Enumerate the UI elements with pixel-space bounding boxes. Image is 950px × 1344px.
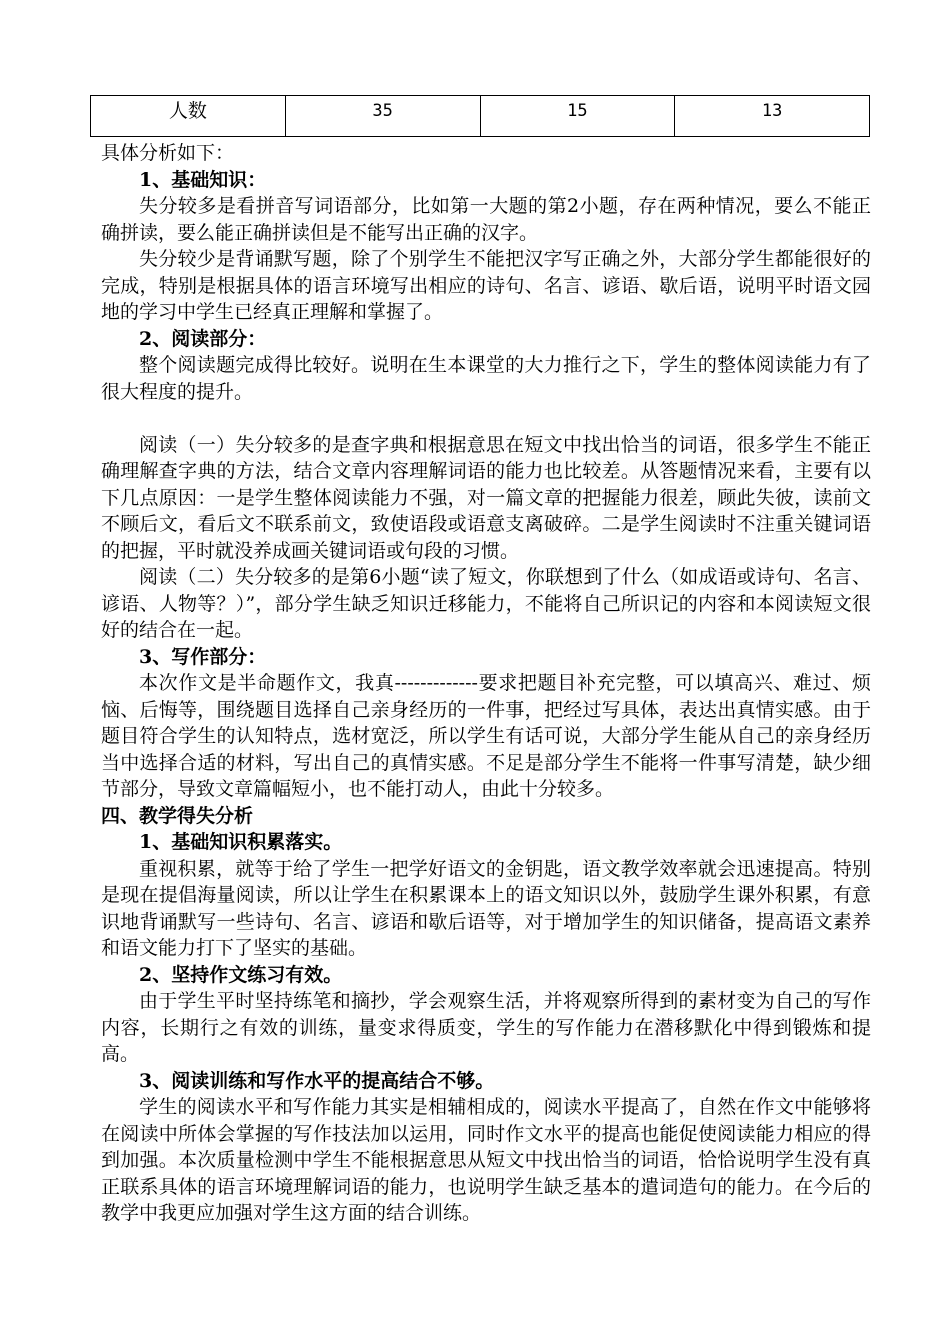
- paragraph: 由于学生平时坚持练笔和摘抄，学会观察生活，并将观察所得到的素材变为自己的写作内容，长期行之有效的训练，量变求得质变，学生的写作能力在潜移默化中得到锻炼和提高。: [101, 990, 871, 1065]
- paragraph: 整个阅读题完成得比较好。说明在生本课堂的大力推行之下，学生的整体阅读能力有了很大程度的提升。: [101, 354, 871, 403]
- paragraph: 重视积累，就等于给了学生一把学好语文的金钥匙，语文教学效率就会迅速提高。特别是现在提倡海量阅读，所以让学生在积累课本上的语文知识以外，鼓励学生课外积累，有意识地背诵默写一些诗句、名言、谚语和歇后语等，对于增加学生的知识储备，提高语文素养和语文能力打下了坚实的基础。: [101, 857, 871, 959]
- table-cell-label: 人数: [91, 96, 286, 137]
- part-heading: 四、教学得失分析: [101, 804, 254, 827]
- table-cell: 15: [480, 96, 675, 137]
- section-heading: 2、阅读部分：: [139, 327, 267, 350]
- paragraph: 阅读（二）失分较多的是第6小题“读了短文，你联想到了什么（如成语或诗句、名言、谚语、人物等？）”，部分学生缺乏知识迁移能力，不能将自己所识记的内容和本阅读短文很好的结合在一起。: [101, 566, 871, 641]
- paragraph: 失分较少是背诵默写题，除了个别学生不能把汉字写正确之外，大部分学生都能很好的完成，特别是根据具体的语言环境写出相应的诗句、名言、谚语、歇后语，说明平时语文园地的学习中学生已经真正理解和掌握了。: [101, 248, 871, 323]
- blank-line: [101, 405, 871, 432]
- table-row: [91, 96, 870, 137]
- paragraph: 失分较多是看拼音写词语部分，比如第一大题的第2小题，存在两种情况，要么不能正确拼读，要么能正确拼读但是不能写出正确的汉字。: [101, 195, 871, 244]
- section-heading: 2、坚持作文练习有效。: [139, 963, 343, 986]
- section-heading: 3、阅读训练和写作水平的提高结合不够。: [139, 1069, 495, 1092]
- table-cell: 13: [675, 96, 870, 137]
- paragraph: 学生的阅读水平和写作能力其实是相辅相成的，阅读水平提高了，自然在作文中能够将在阅读中所体会掌握的写作技法加以运用，同时作文水平的提高也能促使阅读能力相应的得到加强。本次质量检测中学生不能根据意思从短文中找出恰当的词语，恰恰说明学生没有真正联系具体的语言环境理解词语的能力，也说明学生缺乏基本的遣词造句的能力。在今后的教学中我更应加强对学生这方面的结合训练。: [101, 1096, 871, 1224]
- section-heading: 1、基础知识：: [139, 168, 267, 191]
- paragraph: 本次作文是半命题作文，我真-------------要求把题目补充完整，可以填高兴、难过、烦恼、后悔等，围绕题目选择自己亲身经历的一件事，把经过写具体，表达出真情实感。由于题目符合学生的认知特点，选材宽泛，所以学生有话可说，大部分学生能从自己的亲身经历当中选择合适的材料，写出自己的真情实感。不足是部分学生不能将一件事写清楚，缺少细节部分，导致文章篇幅短小，也不能打动人，由此十分较多。: [101, 672, 871, 800]
- intro-line: 具体分析如下：: [101, 142, 235, 164]
- document-body: [101, 140, 871, 1227]
- section-heading: 3、写作部分：: [139, 645, 267, 668]
- score-table: [90, 95, 870, 137]
- paragraph: 阅读（一）失分较多的是查字典和根据意思在短文中找出恰当的词语，很多学生不能正确理解查字典的方法，结合文章内容理解词语的能力也比较差。从答题情况来看，主要有以下几点原因：一是学生整体阅读能力不强，对一篇文章的把握能力很差，顾此失彼，读前文不顾后文，看后文不联系前文，致使语段或语意支离破碎。二是学生阅读时不注重关键词语的把握，平时就没养成画关键词语或句段的习惯。: [101, 433, 871, 562]
- table-cell: 35: [285, 96, 480, 137]
- section-heading: 1、基础知识积累落实。: [139, 831, 343, 853]
